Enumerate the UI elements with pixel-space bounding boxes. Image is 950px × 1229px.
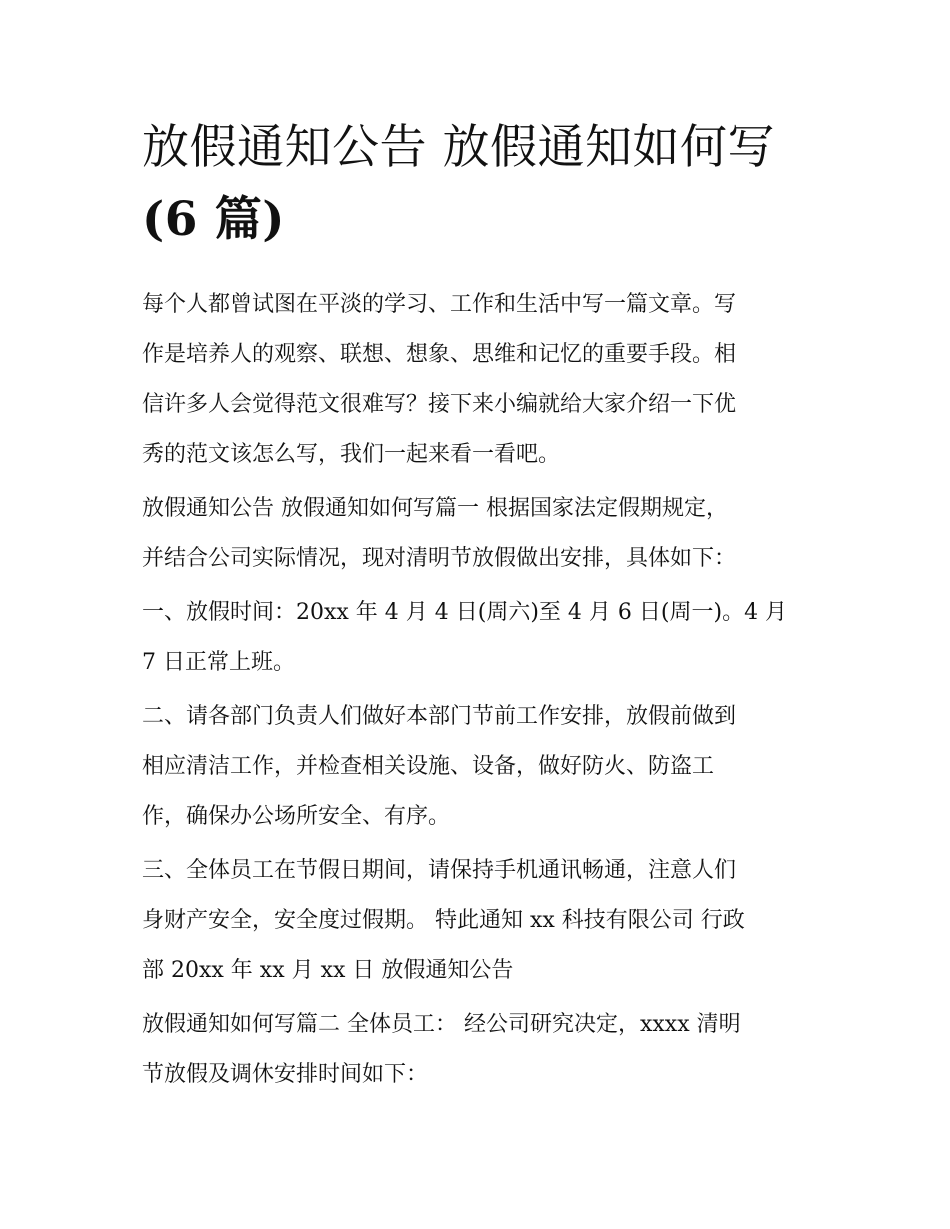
department-arrangement-paragraph	[142, 692, 822, 842]
paragraph-line: 一、放假时间：20xx 年 4 月 4 日(周六)至 4 月 6 日(周一)。4 月	[142, 600, 788, 625]
notice-two-paragraph	[142, 1000, 822, 1100]
paragraph-line: 放假通知公告 放假通知如何写篇一 根据国家法定假期规定，	[142, 496, 728, 521]
paragraph-line: 并结合公司实际情况，现对清明节放假做出安排，具体如下：	[142, 546, 737, 571]
paragraph-line: 作是培养人的观察、联想、想象、思维和记忆的重要手段。相	[142, 342, 737, 367]
document-content	[142, 112, 822, 1100]
title-line-2: (6 篇)	[142, 192, 286, 247]
paragraph-line: 秀的范文该怎么写，我们一起来看一看吧。	[142, 442, 561, 467]
paragraph-line: 作，确保办公场所安全、有序。	[142, 804, 451, 829]
notice-one-paragraph	[142, 484, 822, 584]
paragraph-line: 放假通知如何写篇二 全体员工： 经公司研究决定，xxxx 清明	[142, 1012, 741, 1037]
paragraph-line: 相应清洁工作，并检查相关设施、设备，做好防火、防盗工	[142, 754, 715, 779]
paragraph-line: 7 日正常上班。	[142, 650, 295, 675]
document-body	[142, 280, 822, 1100]
paragraph-line: 部 20xx 年 xx 月 xx 日 放假通知公告	[142, 958, 514, 983]
paragraph-line: 每个人都曾试图在平淡的学习、工作和生活中写一篇文章。写	[142, 292, 737, 317]
document-title	[142, 112, 822, 256]
paragraph-line: 节放假及调休安排时间如下：	[142, 1062, 429, 1087]
employee-safety-paragraph	[142, 846, 822, 996]
paragraph-line: 三、全体员工在节假日期间，请保持手机通讯畅通，注意人们	[142, 858, 737, 883]
holiday-time-paragraph	[142, 588, 822, 688]
paragraph-line: 二、请各部门负责人们做好本部门节前工作安排，放假前做到	[142, 704, 737, 729]
paragraph-line: 身财产安全，安全度过假期。 特此通知 xx 科技有限公司 行政	[142, 908, 745, 933]
intro-paragraph	[142, 280, 822, 480]
title-line-1: 放假通知公告 放假通知如何写	[142, 120, 775, 175]
paragraph-line: 信许多人会觉得范文很难写？接下来小编就给大家介绍一下优	[142, 392, 737, 417]
